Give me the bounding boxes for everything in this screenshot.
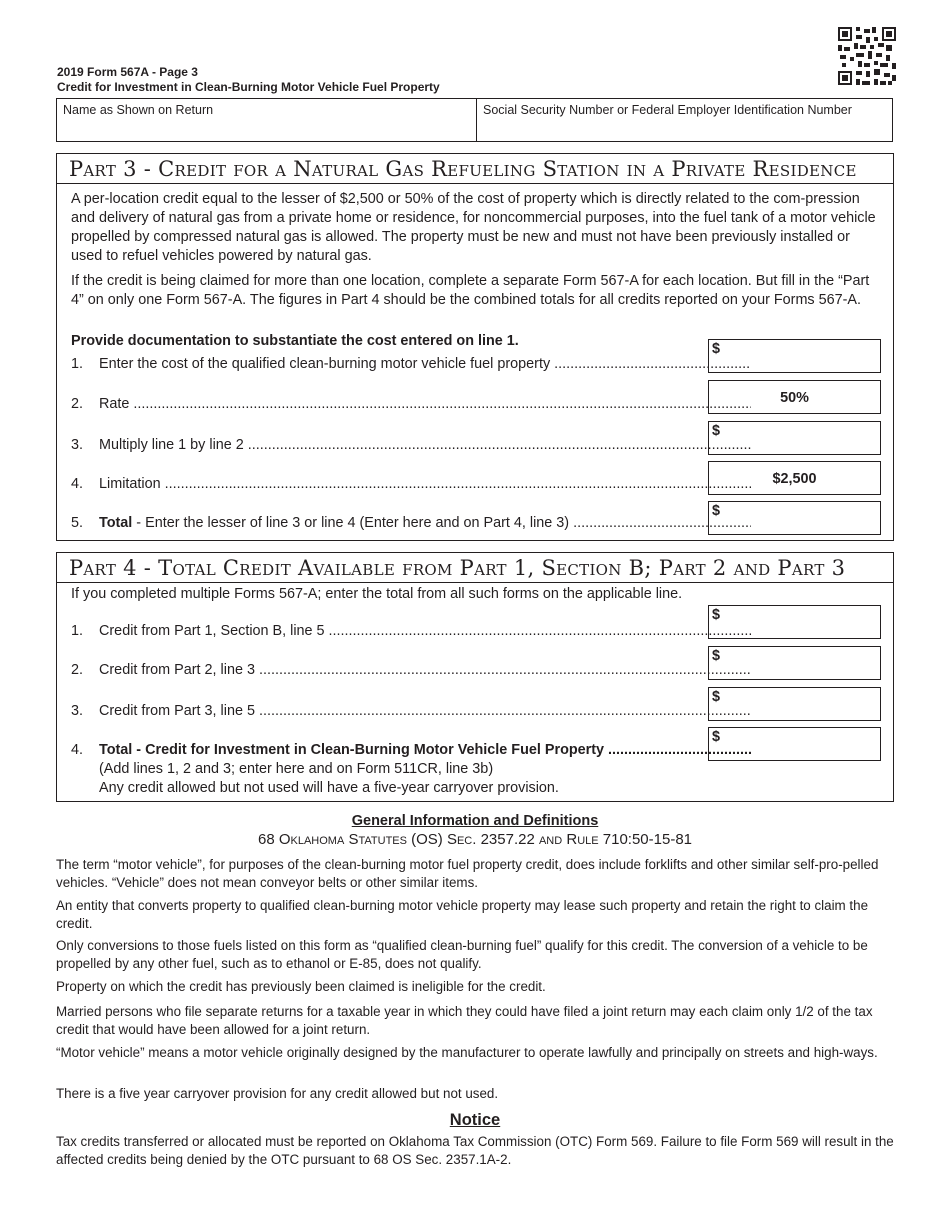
ssn-field-label: Social Security Number or Federal Employer Identification Number	[483, 103, 852, 117]
general-info-paragraph: “Motor vehicle” means a motor vehicle originally designed by the manufacturer to operate lawfully and principally on streets and high-ways.	[56, 1045, 878, 1060]
dollar-sign: $	[712, 423, 721, 439]
part3-line-5-entry[interactable]	[708, 501, 881, 535]
part4-section	[56, 552, 894, 802]
line-number: 2.	[71, 396, 84, 412]
part4-line-3	[71, 703, 751, 719]
line-number: 1.	[71, 356, 84, 372]
part4-line-1	[71, 623, 751, 639]
part3-para2: If the credit is being claimed for more than one location, complete a separate Form 567-A for each location. But fill in the “Part 4” on only one Form 567-A. The figures in Part 4 should be the combined totals for all credits reported on your Forms 567-A.	[71, 273, 870, 308]
entry-value: $2,500	[772, 471, 817, 487]
notice-text: Tax credits transferred or allocated must be reported on Oklahoma Tax Commission (OTC) Form 569. Failure to file Form 569 will result in the affected credits being denied by the OTC pursuant to 68 OS Sec. 2357.1A-2.	[56, 1134, 894, 1167]
part4-line-4	[71, 742, 751, 758]
part3-doc-note: Provide documentation to substantiate the cost entered on line 1.	[71, 333, 519, 349]
general-info-paragraph: There is a five year carryover provision for any credit allowed but not used.	[56, 1086, 499, 1101]
dollar-sign: $	[712, 341, 721, 357]
part3-line-2-entry	[708, 380, 881, 414]
part4-line-1-entry[interactable]	[708, 605, 881, 639]
dollar-sign: $	[712, 689, 721, 705]
line-number: 1.	[71, 623, 84, 639]
general-info-paragraph: The term “motor vehicle”, for purposes of the clean-burning motor fuel property credit, does include forklifts and other similar self-pro-pelled vehicles. “Vehicle” does not mean conveyor belts or other similar items.	[56, 857, 879, 890]
general-info-paragraph: Married persons who file separate returns for a taxable year in which they could have filed a joint return may each claim only 1/2 of the tax credit that would have been allowed for a joint return.	[56, 1004, 873, 1037]
line-number: 4.	[71, 742, 84, 758]
general-info-subtitle: 68 Oklahoma Statutes (OS) Sec. 2357.22 and Rule 710:50-15-81	[258, 831, 692, 848]
form-title: Credit for Investment in Clean-Burning Motor Vehicle Fuel Property	[57, 80, 440, 94]
dollar-sign: $	[712, 729, 721, 745]
line-number: 3.	[71, 703, 84, 719]
line-number: 2.	[71, 662, 84, 678]
line-text: Limitation .....	[99, 476, 751, 492]
part4-line-4-entry[interactable]	[708, 727, 881, 761]
general-info-paragraph: An entity that converts property to qualified clean-burning motor vehicle property may lease such property and retain the right to claim the credit.	[56, 898, 869, 931]
part3-line-1	[71, 356, 751, 372]
notice-title: Notice	[449, 1111, 501, 1129]
part3-line-3-entry[interactable]	[708, 421, 881, 455]
part3-title: Part 3 - Credit for a Natural Gas Refueling Station in a Private Residence	[57, 154, 893, 184]
line-text: Multiply line 1 by line 2 .....	[99, 437, 751, 453]
part3-para1: A per-location credit equal to the lesser of $2,500 or 50% of the cost of property which is directly related to the com-pression and delivery of natural gas from a private home or residence, for noncommercial purposes, into the fuel tank of a motor vehicle propelled by compressed natural gas is allowed. The property must be new and must not have been previously installed or used to refuel vehicles powered by natural gas.	[71, 191, 876, 264]
general-info-paragraph: Property on which the credit has previously been claimed is ineligible for the credit.	[56, 979, 546, 994]
qr-code-icon	[838, 27, 896, 85]
part3-line-5	[71, 515, 751, 531]
part4-title: Part 4 - Total Credit Available from Part 1, Section B; Part 2 and Part 3	[57, 553, 893, 583]
part3-line-3	[71, 437, 751, 453]
line-number: 3.	[71, 437, 84, 453]
part3-line-2	[71, 396, 751, 412]
line-text: Total - Credit for Investment in Clean-Burning Motor Vehicle Fuel Property .....	[99, 742, 751, 758]
line-text: Credit from Part 2, line 3 .....	[99, 662, 751, 678]
part4-line-2	[71, 662, 751, 678]
part4-intro: If you completed multiple Forms 567-A; enter the total from all such forms on the applicable line.	[71, 586, 683, 602]
part4-line-3-entry[interactable]	[708, 687, 881, 721]
part3-line-4	[71, 476, 751, 492]
line-text: Rate .....	[99, 396, 751, 412]
part3-line-1-entry[interactable]	[708, 339, 881, 373]
general-info-title: General Information and Definitions	[351, 813, 599, 829]
dollar-sign: $	[712, 648, 721, 664]
part4-line4-note2: Any credit allowed but not used will have a five-year carryover provision.	[99, 780, 559, 796]
part3-line-4-entry	[708, 461, 881, 495]
taxpayer-id-box	[56, 98, 893, 142]
line-text: - Enter the lesser of line 3 or line 4 (Enter here and on Part 4, line 3)	[132, 515, 570, 531]
line-text: Credit from Part 1, Section B, line 5 .....	[99, 623, 751, 639]
name-field[interactable]	[57, 99, 477, 141]
line-bold-text: Total	[99, 515, 133, 531]
part4-line4-note1: (Add lines 1, 2 and 3; enter here and on Form 511CR, line 3b)	[99, 761, 494, 777]
part4-line-2-entry[interactable]	[708, 646, 881, 680]
entry-value: 50%	[780, 390, 809, 406]
part3-section	[56, 153, 894, 541]
name-field-label: Name as Shown on Return	[63, 103, 214, 117]
line-text: Enter the cost of the qualified clean-burning motor vehicle fuel property .....	[99, 356, 751, 372]
line-number: 4.	[71, 476, 84, 492]
line-number: 5.	[71, 515, 84, 531]
line-text: Credit from Part 3, line 5 .....	[99, 703, 751, 719]
general-info-paragraph: Only conversions to those fuels listed on this form as “qualified clean-burning fuel” qualify for this credit. The conversion of a vehicle to be propelled by any other fuel, such as to ethanol or E-85, does not qualify.	[56, 938, 868, 971]
ssn-field[interactable]	[477, 99, 892, 141]
form-page-label: 2019 Form 567A - Page 3	[57, 65, 198, 79]
dollar-sign: $	[712, 503, 721, 519]
dollar-sign: $	[712, 607, 721, 623]
